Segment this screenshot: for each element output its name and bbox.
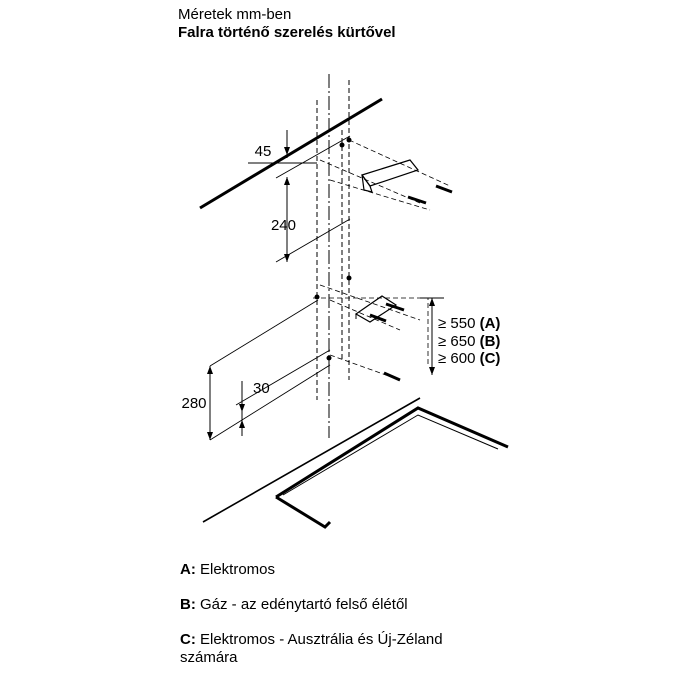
legend-text-b: Gáz - az edénytartó felső élétől	[200, 596, 408, 613]
ceiling-line	[200, 99, 382, 208]
svg-text:≥ 650 (B)	[438, 333, 500, 350]
dist-b-key: (B)	[479, 333, 501, 350]
dist-a-key: (A)	[479, 315, 501, 332]
hob-outline	[276, 408, 508, 497]
title: Falra történő szerelés kürtővel	[178, 24, 396, 41]
dim-45-label: 45	[254, 143, 272, 160]
upper-bracket	[362, 160, 418, 186]
legend-item-c	[180, 631, 680, 667]
dim-240-label: 240	[270, 217, 296, 234]
dist-c-value: ≥ 600	[438, 350, 476, 367]
dim-280-label: 280	[181, 395, 207, 412]
legend	[180, 561, 680, 684]
dist-a-value: ≥ 550	[438, 315, 476, 332]
screw-1	[436, 186, 452, 192]
legend-item-b	[180, 596, 680, 614]
hob-front	[276, 497, 330, 527]
legend-item-a	[180, 561, 680, 579]
legend-text-c-cont: számára	[180, 649, 238, 666]
dist-c-key: (C)	[479, 350, 501, 367]
legend-text-c: Elektromos - Ausztrália és Új-Zéland	[200, 631, 443, 648]
dim-30-label: 30	[253, 380, 270, 397]
subtitle: Méretek mm-ben	[178, 6, 292, 23]
svg-text:≥ 550 (A)	[438, 315, 500, 332]
dist-b-value: ≥ 650	[438, 333, 476, 350]
legend-text-a: Elektromos	[200, 561, 276, 578]
legend-key-c: C:	[180, 631, 196, 648]
legend-key-b: B:	[180, 596, 196, 613]
legend-key-a: A:	[180, 561, 196, 578]
svg-text:≥ 600 (C)	[438, 350, 500, 367]
screw-5	[384, 373, 400, 380]
wall-base-line	[203, 398, 420, 522]
upper-bracket-face	[362, 175, 372, 192]
